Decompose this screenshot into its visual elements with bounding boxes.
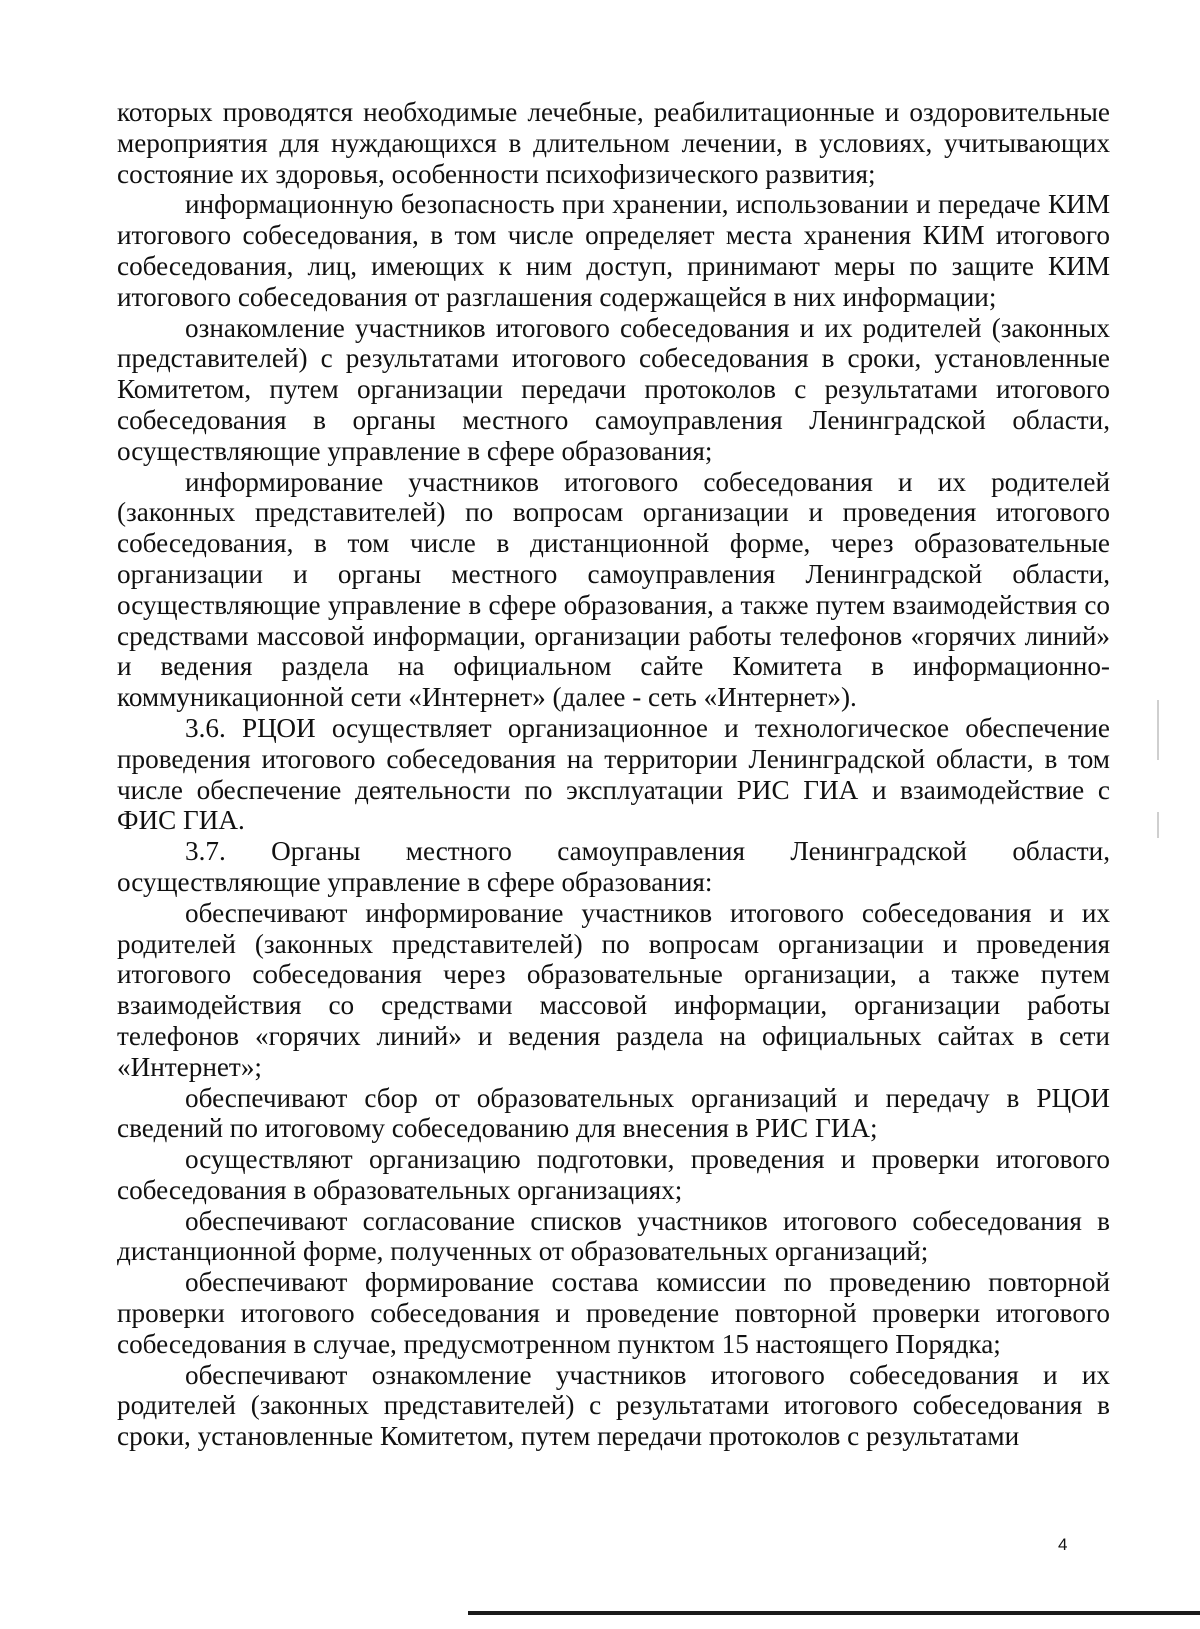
- paragraph-9: осуществляют организацию подготовки, проведения и проверки итогового собеседования в образовательных организациях;: [117, 1144, 1110, 1205]
- page-number: 4: [1058, 1535, 1068, 1554]
- paragraph-7: обеспечивают информирование участников итогового собеседования и их родителей (законных представителей) по вопросам организации и проведения итогового собеседования через образовательные организации, а также путем взаимодействия со средствами массовой информации, организации работы телефонов «горячих линий» и ведения раздела на официальных сайтах в сети «Интернет»;: [117, 897, 1110, 1082]
- paragraph-8: обеспечивают сбор от образовательных организаций и передачу в РЦОИ сведений по итоговому собеседованию для внесения в РИС ГИА;: [117, 1082, 1110, 1144]
- paragraph-5: 3.6. РЦОИ осуществляет организационное и технологическое обеспечение проведения итогового собеседования на территории Ленинградской области, в том числе обеспечение деятельности по эксплуатации РИС ГИА и взаимодействие с ФИС ГИА.: [117, 712, 1110, 836]
- paragraph-3: ознакомление участников итогового собеседования и их родителей (законных представителей) с результатами итогового собеседования в сроки, установленные Комитетом, путем организации передачи протоколов с результатами итогового собеседования в органы местного самоуправления Ленинградской области, осуществляющие управление в сфере образования;: [117, 312, 1110, 466]
- paragraph-10: обеспечивают согласование списков участников итогового собеседования в дистанционной форме, полученных от образовательных организаций;: [117, 1205, 1110, 1267]
- scan-edge-line: [468, 1611, 1200, 1615]
- body-text: [117, 97, 1110, 1452]
- paragraph-1: которых проводятся необходимые лечебные, реабилитационные и оздоровительные мероприятия для нуждающихся в длительном лечении, в условиях, учитывающих состояние их здоровья, особенности психофизического развития;: [117, 97, 1110, 189]
- paragraph-4: информирование участников итогового собеседования и их родителей (законных представителей) по вопросам организации и проведения итогового собеседования, в том числе в дистанционной форме, через образовательные организации и органы местного самоуправления Ленинградской области, осуществляющие управление в сфере образования, а также путем взаимодействия со средствами массовой информации, организации работы телефонов «горячих линий» и ведения раздела на официальном сайте Комитета в информационно-коммуникационной сети «Интернет» (далее - сеть «Интернет»).: [117, 466, 1110, 713]
- scan-margin-mark: [1157, 700, 1159, 760]
- paragraph-2: информационную безопасность при хранении, использовании и передаче КИМ итогового собеседования, в том числе определяет места хранения КИМ итогового собеседования, лиц, имеющих к ним доступ, принимают меры по защите КИМ итогового собеседования от разглашения содержащейся в них информации;: [117, 189, 1110, 312]
- scan-margin-mark: [1157, 812, 1159, 838]
- paragraph-6: 3.7. Органы местного самоуправления Ленинградской области, осуществляющие управление в сфере образования:: [117, 836, 1110, 897]
- paragraph-12: обеспечивают ознакомление участников итогового собеседования и их родителей (законных представителей) с результатами итогового собеседования в сроки, установленные Комитетом, путем передачи протоколов с результатами: [117, 1359, 1110, 1452]
- paragraph-11: обеспечивают формирование состава комиссии по проведению повторной проверки итогового собеседования и проведение повторной проверки итогового собеседования в случае, предусмотренном пунктом 15 настоящего Порядка;: [117, 1267, 1110, 1359]
